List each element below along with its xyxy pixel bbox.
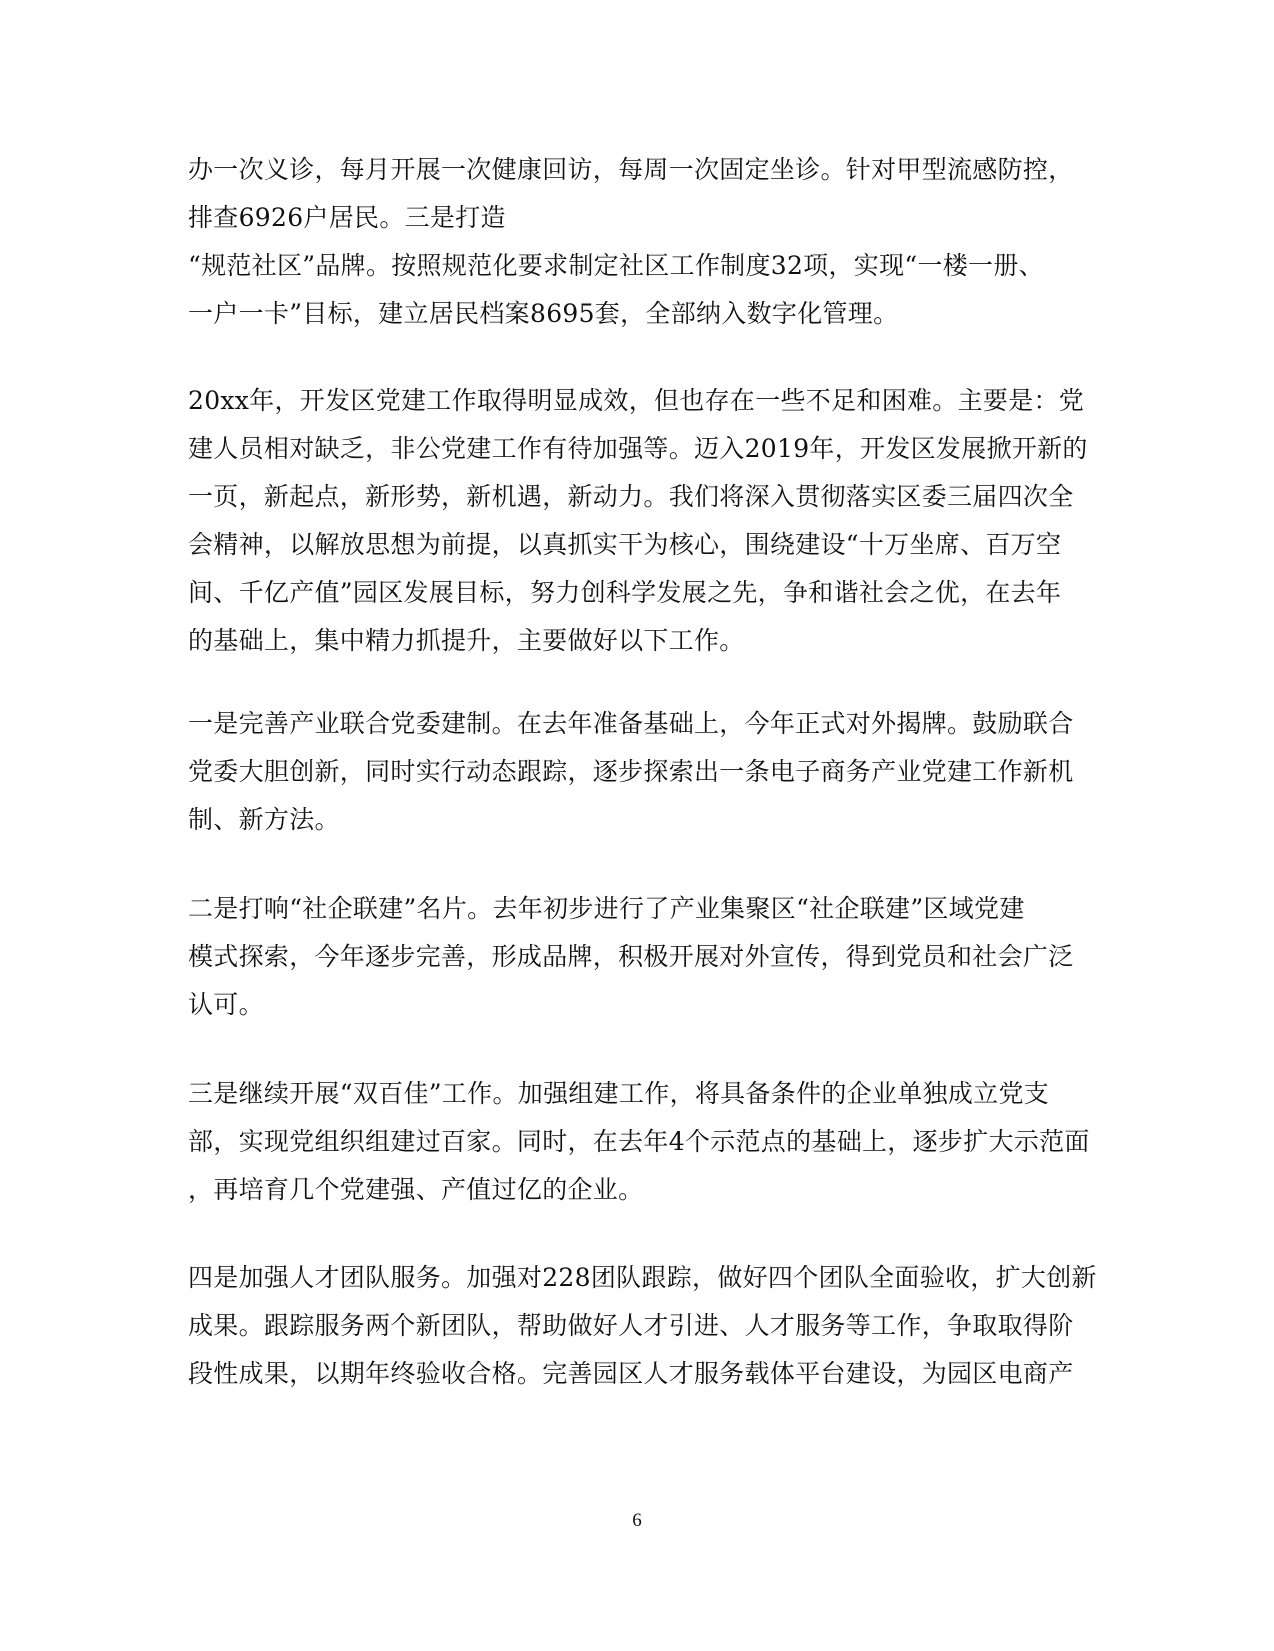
text-line: 三是继续开展“双百佳”工作。加强组建工作，将具备条件的企业单独成立党支 <box>188 1079 1050 1108</box>
text-line: ，再培育几个党建强、产值过亿的企业。 <box>188 1175 644 1204</box>
paragraph-item-four <box>188 1254 1097 1398</box>
text-line: 段性成果，以期年终验收合格。完善园区人才服务载体平台建设，为园区电商产 <box>188 1359 1074 1388</box>
paragraph-community-services <box>188 146 1088 338</box>
text-line: 建人员相对缺乏，非公党建工作有待加强等。迈入2019年，开发区发展掀开新的 <box>188 434 1088 463</box>
text-line: 办一次义诊，每月开展一次健康回访，每周一次固定坐诊。针对甲型流感防控， <box>188 155 1074 184</box>
text-line: 模式探索，今年逐步完善，形成品牌，积极开展对外宣传，得到党员和社会广泛 <box>188 942 1074 971</box>
text-line: 的基础上，集中精力抓提升，主要做好以下工作。 <box>188 626 745 655</box>
text-line: 一是完善产业联合党委建制。在去年准备基础上，今年正式对外揭牌。鼓励联合 <box>188 709 1074 738</box>
text-line: 认可。 <box>188 990 264 1019</box>
text-line: 部，实现党组织组建过百家。同时，在去年4个示范点的基础上，逐步扩大示范面 <box>188 1127 1090 1156</box>
text-line: 20xx年，开发区党建工作取得明显成效，但也存在一些不足和困难。主要是：党 <box>188 386 1085 415</box>
text-line: 制、新方法。 <box>188 805 340 834</box>
text-line: 成果。跟踪服务两个新团队，帮助做好人才引进、人才服务等工作，争取取得阶 <box>188 1311 1074 1340</box>
text-line: 一页，新起点，新形势，新机遇，新动力。我们将深入贯彻落实区委三届四次全 <box>188 482 1074 511</box>
text-line: 党委大胆创新，同时实行动态跟踪，逐步探索出一条电子商务产业党建工作新机 <box>188 757 1074 786</box>
paragraph-summary <box>188 377 1088 665</box>
paragraph-item-two <box>188 885 1088 1029</box>
text-line: “规范社区”品牌。按照规范化要求制定社区工作制度32项，实现“一楼一册、 <box>188 251 1044 280</box>
text-line: 一户一卡”目标，建立居民档案8695套，全部纳入数字化管理。 <box>188 299 899 328</box>
page-number: 6 <box>632 1510 642 1531</box>
text-line: 排查6926户居民。三是打造 <box>188 203 506 232</box>
text-line: 四是加强人才团队服务。加强对228团队跟踪，做好四个团队全面验收，扩大创新 <box>188 1263 1097 1292</box>
text-line: 间、千亿产值”园区发展目标，努力创科学发展之先，争和谐社会之优，在去年 <box>188 578 1062 607</box>
paragraph-item-one <box>188 700 1088 844</box>
paragraph-item-three <box>188 1070 1088 1214</box>
text-line: 二是打响“社企联建”名片。去年初步进行了产业集聚区“社企联建”区域党建 <box>188 894 1025 923</box>
text-line: 会精神，以解放思想为前提，以真抓实干为核心，围绕建设“十万坐席、百万空 <box>188 530 1062 559</box>
